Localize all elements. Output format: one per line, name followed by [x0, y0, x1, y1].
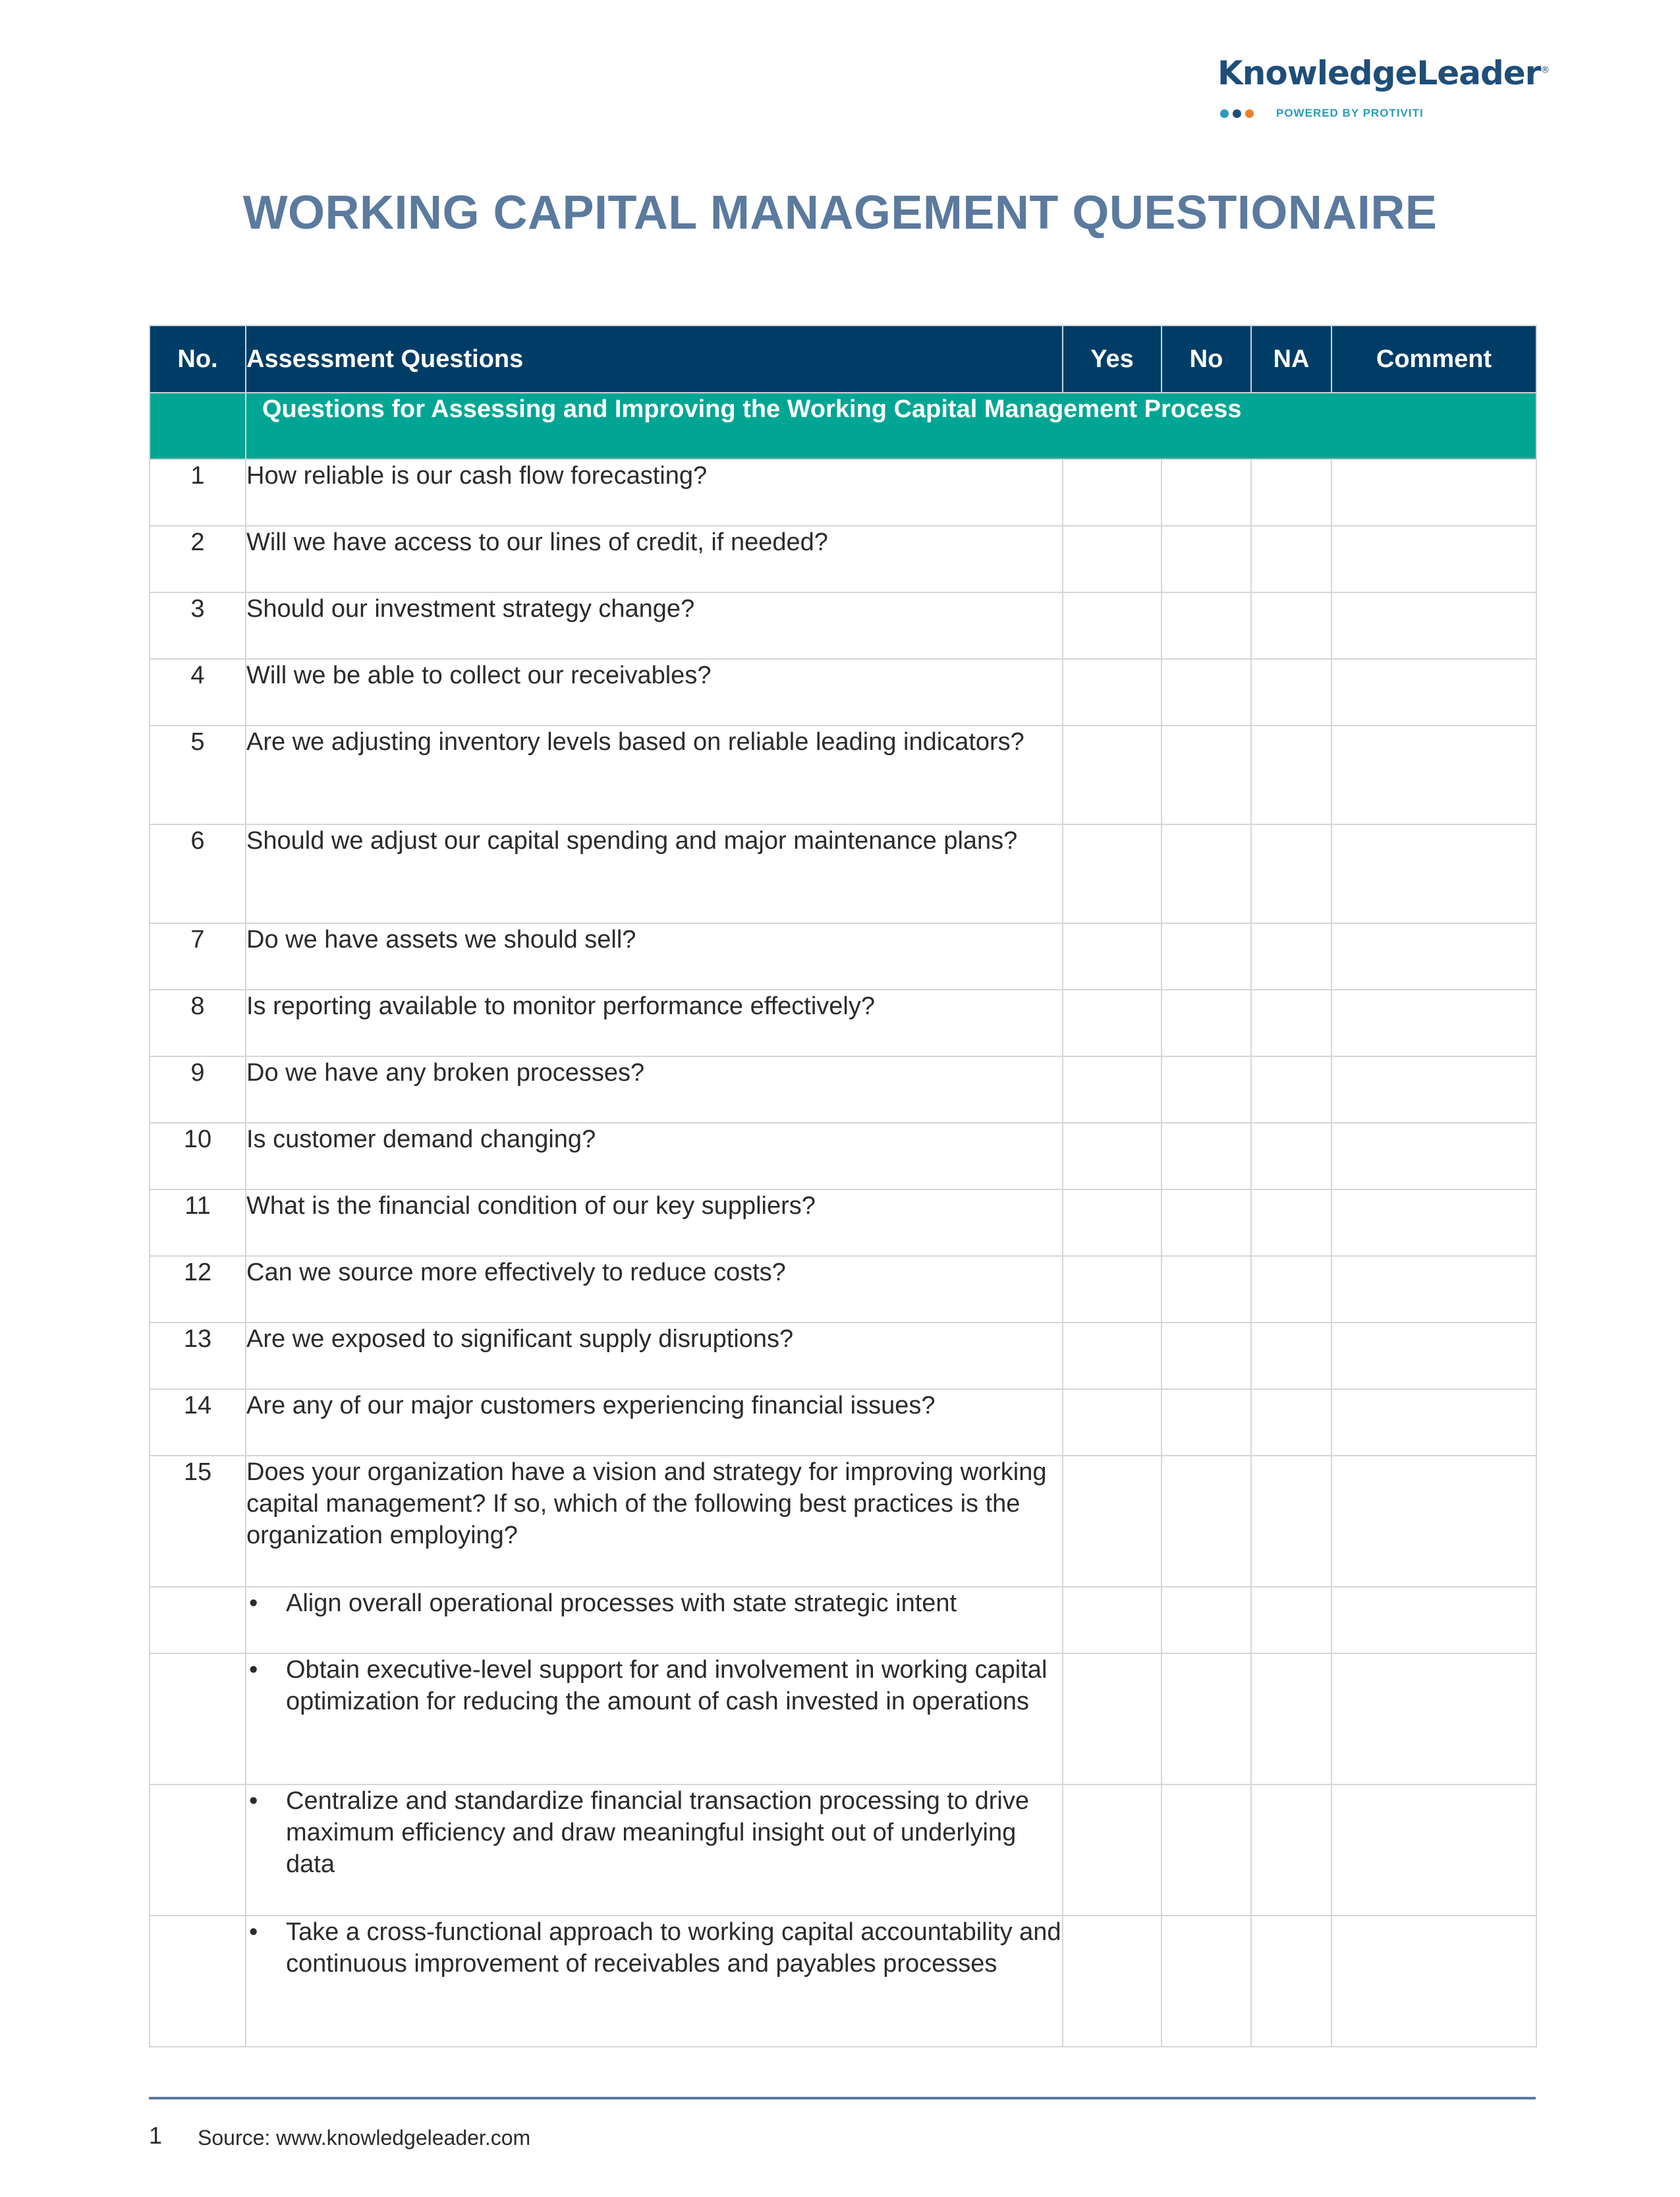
comment-cell[interactable]	[1331, 659, 1536, 726]
question-text: Will we be able to collect our receivables?	[246, 659, 1063, 726]
section-title: Questions for Assessing and Improving the Working Capital Management Process	[246, 393, 1536, 459]
yes-cell[interactable]	[1063, 592, 1162, 659]
question-text: Should our investment strategy change?	[246, 592, 1063, 659]
na-cell[interactable]	[1251, 1256, 1331, 1323]
question-text: Are we exposed to significant supply disruptions?	[246, 1323, 1063, 1389]
comment-cell[interactable]	[1331, 526, 1536, 592]
practice-number-cell	[150, 1653, 246, 1784]
section-header-row	[150, 393, 1536, 459]
bullet-icon: •	[249, 1787, 258, 1815]
practice-number-cell	[150, 1587, 246, 1653]
no-cell[interactable]	[1162, 923, 1251, 990]
question-number: 4	[150, 659, 246, 726]
table-row	[150, 1123, 1536, 1189]
na-cell[interactable]	[1251, 1123, 1331, 1189]
bullet-item	[246, 1785, 1062, 1880]
question-text: Do we have any broken processes?	[246, 1056, 1063, 1123]
no-cell[interactable]	[1162, 459, 1251, 526]
question-text: Will we have access to our lines of credit, if needed?	[246, 526, 1063, 592]
practice-cell	[246, 1784, 1063, 1916]
practice-text: Take a cross-functional approach to working capital accountability and continuous improvement of receivables and payables processes	[286, 1918, 1061, 1978]
comment-cell[interactable]	[1331, 1123, 1536, 1189]
bullet-item	[246, 1916, 1062, 1980]
logo-dot-3	[1245, 109, 1254, 118]
na-cell[interactable]	[1251, 990, 1331, 1056]
yes-cell[interactable]	[1063, 1256, 1162, 1323]
bullet-item	[246, 1587, 1062, 1619]
header-yes: Yes	[1063, 326, 1162, 393]
question-text: Should we adjust our capital spending and major maintenance plans?	[246, 824, 1063, 923]
question-number: 10	[150, 1123, 246, 1189]
practice-row	[150, 1587, 1536, 1653]
no-cell[interactable]	[1162, 1784, 1251, 1916]
comment-cell[interactable]	[1331, 592, 1536, 659]
yes-cell[interactable]	[1063, 459, 1162, 526]
question-number: 13	[150, 1323, 246, 1389]
table-row	[150, 659, 1536, 726]
question-number: 11	[150, 1189, 246, 1256]
question-text: Is reporting available to monitor performance effectively?	[246, 990, 1063, 1056]
comment-cell[interactable]	[1331, 1323, 1536, 1389]
na-cell[interactable]	[1251, 1323, 1331, 1389]
comment-cell[interactable]	[1331, 923, 1536, 990]
table-row	[150, 526, 1536, 592]
question-number: 1	[150, 459, 246, 526]
yes-cell[interactable]	[1063, 1056, 1162, 1123]
no-cell[interactable]	[1162, 1456, 1251, 1587]
source-note: Source: www.knowledgeleader.com	[198, 2126, 531, 2150]
no-cell[interactable]	[1162, 1587, 1251, 1653]
table-row	[150, 923, 1536, 990]
comment-cell[interactable]	[1331, 1456, 1536, 1587]
question-number: 5	[150, 726, 246, 824]
table-row	[150, 726, 1536, 824]
question-number: 7	[150, 923, 246, 990]
question-number: 14	[150, 1389, 246, 1456]
bullet-icon: •	[249, 1918, 258, 1946]
question-text: How reliable is our cash flow forecasting?	[246, 459, 1063, 526]
table-row	[150, 990, 1536, 1056]
comment-cell[interactable]	[1331, 1189, 1536, 1256]
bullet-icon: •	[249, 1656, 258, 1684]
logo-dot-2	[1233, 109, 1241, 118]
question-number: 8	[150, 990, 246, 1056]
na-cell[interactable]	[1251, 526, 1331, 592]
no-cell[interactable]	[1162, 1256, 1251, 1323]
table-row	[150, 459, 1536, 526]
practice-cell	[246, 1653, 1063, 1784]
na-cell[interactable]	[1251, 592, 1331, 659]
table-row	[150, 1056, 1536, 1123]
header-comment: Comment	[1331, 326, 1536, 393]
footer-divider	[149, 2097, 1536, 2099]
practice-row	[150, 1916, 1536, 2047]
table-row	[150, 592, 1536, 659]
yes-cell[interactable]	[1063, 1189, 1162, 1256]
yes-cell[interactable]	[1063, 990, 1162, 1056]
yes-cell[interactable]	[1063, 1587, 1162, 1653]
question-text: Can we source more effectively to reduce costs?	[246, 1256, 1063, 1323]
yes-cell[interactable]	[1063, 1123, 1162, 1189]
question-number: 15	[150, 1456, 246, 1587]
comment-cell[interactable]	[1331, 990, 1536, 1056]
section-no-cell	[150, 393, 246, 459]
no-cell[interactable]	[1162, 726, 1251, 824]
no-cell[interactable]	[1162, 1389, 1251, 1456]
no-cell[interactable]	[1162, 1056, 1251, 1123]
comment-cell[interactable]	[1331, 1389, 1536, 1456]
header-no-answer: No	[1162, 326, 1251, 393]
na-cell[interactable]	[1251, 1653, 1331, 1784]
practice-cell	[246, 1916, 1063, 2047]
logo-tagline-row	[1218, 107, 1534, 120]
na-cell[interactable]	[1251, 459, 1331, 526]
practice-number-cell	[150, 1784, 246, 1916]
yes-cell[interactable]	[1063, 923, 1162, 990]
logo-dot-1	[1220, 109, 1229, 118]
yes-cell[interactable]	[1063, 1323, 1162, 1389]
table-row	[150, 824, 1536, 923]
comment-cell[interactable]	[1331, 1653, 1536, 1784]
logo-wordmark: KnowledgeLeader®	[1218, 54, 1550, 92]
no-cell[interactable]	[1162, 1123, 1251, 1189]
question-number: 12	[150, 1256, 246, 1323]
comment-cell[interactable]	[1331, 1784, 1536, 1916]
na-cell[interactable]	[1251, 1587, 1331, 1653]
page-title: WORKING CAPITAL MANAGEMENT QUESTIONAIRE	[242, 186, 1438, 239]
practice-text: Align overall operational processes with state strategic intent	[286, 1589, 957, 1617]
no-cell[interactable]	[1162, 1189, 1251, 1256]
na-cell[interactable]	[1251, 1784, 1331, 1916]
logo-tagline: POWERED BY PROTIVITI	[1276, 107, 1424, 119]
bullet-icon: •	[249, 1589, 258, 1617]
comment-cell[interactable]	[1331, 1916, 1536, 2047]
no-cell[interactable]	[1162, 659, 1251, 726]
no-cell[interactable]	[1162, 1653, 1251, 1784]
yes-cell[interactable]	[1063, 726, 1162, 824]
question-text: Do we have assets we should sell?	[246, 923, 1063, 990]
question-text: What is the financial condition of our key suppliers?	[246, 1189, 1063, 1256]
no-cell[interactable]	[1162, 592, 1251, 659]
practice-number-cell	[150, 1916, 246, 2047]
yes-cell[interactable]	[1063, 1389, 1162, 1456]
na-cell[interactable]	[1251, 1916, 1331, 2047]
na-cell[interactable]	[1251, 923, 1331, 990]
na-cell[interactable]	[1251, 659, 1331, 726]
table-row	[150, 1189, 1536, 1256]
practice-row	[150, 1784, 1536, 1916]
na-cell[interactable]	[1251, 824, 1331, 923]
na-cell[interactable]	[1251, 1189, 1331, 1256]
yes-cell[interactable]	[1063, 1916, 1162, 2047]
yes-cell[interactable]	[1063, 1653, 1162, 1784]
yes-cell[interactable]	[1063, 659, 1162, 726]
table-row	[150, 1256, 1536, 1323]
header-assessment-questions: Assessment Questions	[246, 326, 1063, 393]
yes-cell[interactable]	[1063, 1456, 1162, 1587]
header-no: No.	[150, 326, 246, 393]
practice-text: Centralize and standardize financial transaction processing to drive maximum efficiency and draw meaningful insight out of underlying data	[286, 1787, 1029, 1878]
knowledgeleader-logo	[1218, 54, 1550, 120]
comment-cell[interactable]	[1331, 1056, 1536, 1123]
header-na: NA	[1251, 326, 1331, 393]
yes-cell[interactable]	[1063, 824, 1162, 923]
na-cell[interactable]	[1251, 1056, 1331, 1123]
comment-cell[interactable]	[1331, 459, 1536, 526]
yes-cell[interactable]	[1063, 526, 1162, 592]
questionnaire-table	[149, 325, 1537, 2047]
table-row	[150, 1389, 1536, 1456]
no-cell[interactable]	[1162, 1916, 1251, 2047]
practice-row	[150, 1653, 1536, 1784]
na-cell[interactable]	[1251, 1456, 1331, 1587]
comment-cell[interactable]	[1331, 1587, 1536, 1653]
no-cell[interactable]	[1162, 1323, 1251, 1389]
na-cell[interactable]	[1251, 726, 1331, 824]
yes-cell[interactable]	[1063, 1784, 1162, 1916]
question-number: 3	[150, 592, 246, 659]
page-number: 1	[149, 2122, 163, 2149]
question-text: Are we adjusting inventory levels based on reliable leading indicators?	[246, 726, 1063, 824]
no-cell[interactable]	[1162, 526, 1251, 592]
question-number: 9	[150, 1056, 246, 1123]
table-row	[150, 1323, 1536, 1389]
na-cell[interactable]	[1251, 1389, 1331, 1456]
comment-cell[interactable]	[1331, 1256, 1536, 1323]
question-text: Is customer demand changing?	[246, 1123, 1063, 1189]
no-cell[interactable]	[1162, 824, 1251, 923]
practice-text: Obtain executive-level support for and involvement in working capital optimization for reducing the amount of cash invested in operations	[286, 1656, 1048, 1715]
table-header-row	[150, 326, 1536, 393]
question-text: Does your organization have a vision and strategy for improving working capital management? If so, which of the following best practices is the organization employing?	[246, 1456, 1063, 1587]
comment-cell[interactable]	[1331, 726, 1536, 824]
no-cell[interactable]	[1162, 990, 1251, 1056]
comment-cell[interactable]	[1331, 824, 1536, 923]
question-text: Are any of our major customers experiencing financial issues?	[246, 1389, 1063, 1456]
practice-cell	[246, 1587, 1063, 1653]
bullet-item	[246, 1654, 1062, 1717]
logo-dots-icon	[1220, 109, 1254, 118]
question-number: 2	[150, 526, 246, 592]
question-number: 6	[150, 824, 246, 923]
table-row	[150, 1456, 1536, 1587]
